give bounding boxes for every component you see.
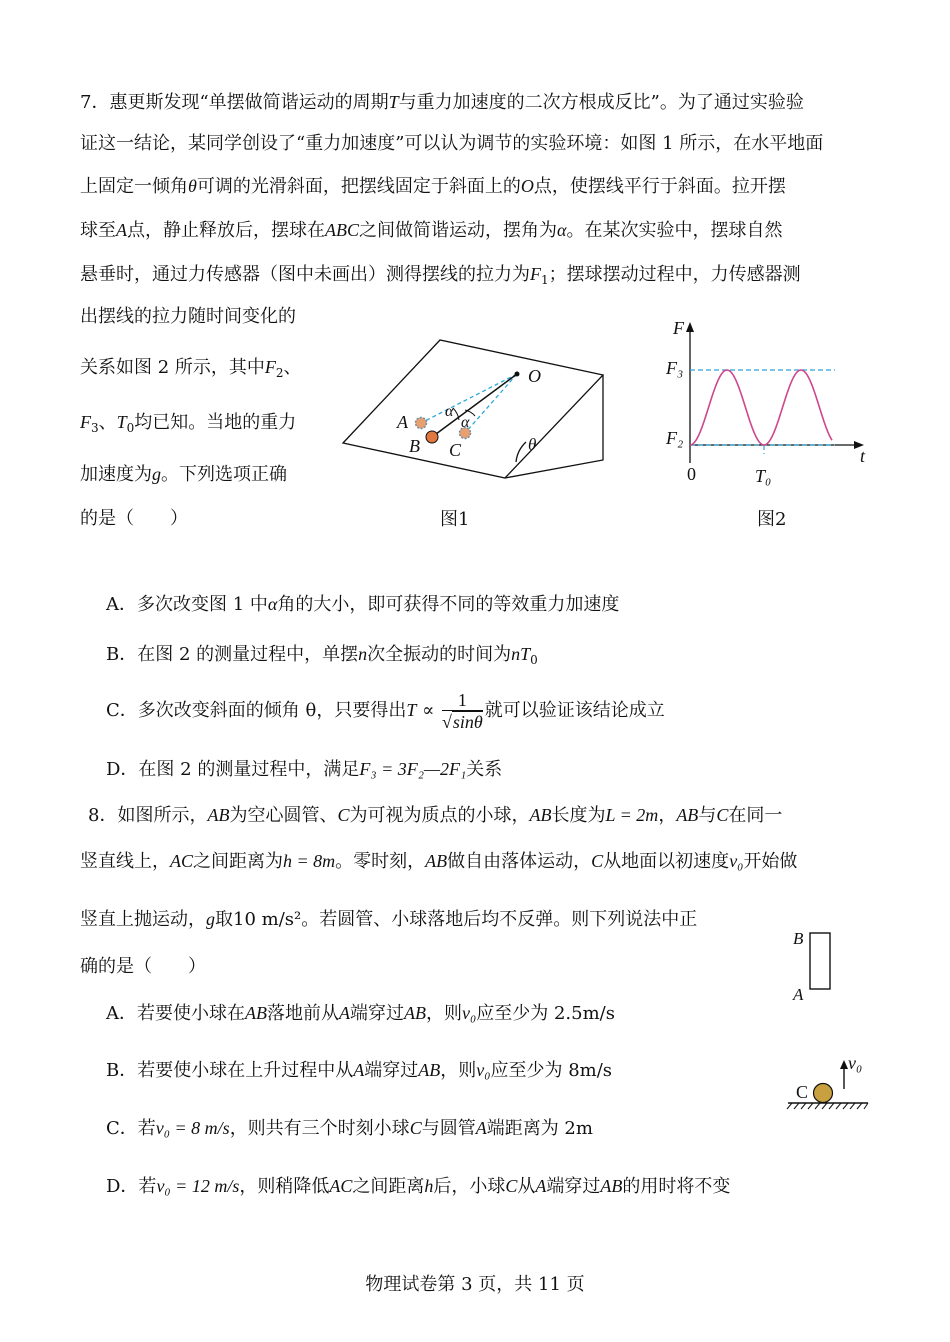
q7-line-3: 上固定一倾角θ可调的光滑斜面，把摆线固定于斜面上的O点，使摆线平行于斜面。拉开摆 [80,176,786,197]
fig1-label-theta: θ [528,435,537,454]
q7-option-c-fraction: $\frac{1}{√\sin\theta}$ [442,689,483,732]
q7-line-2: 证这一结论，某同学创设了“重力加速度”可以认为调节的实验环境：如图 1 所示，在水平地面 [80,133,824,154]
q7-line-1: 7．惠更斯发现“单摆做简谐运动的周期T与重力加速度的二次方根成反比”。为了通过实验验 [80,92,804,113]
fig2-label-F: F [673,318,684,338]
fig3-label-v0: v₀ [848,1053,863,1073]
q7-line-8: $F_3$、$T_0$均已知。当地的重力 [80,412,297,435]
q7-option-a: A．多次改变图 1 中α角的大小，即可获得不同的等效重力加速度 [106,594,620,615]
fig2-curve [690,370,832,445]
fig2-label-t: t [860,446,866,466]
figure-2-caption: 图2 [757,509,787,530]
q7-option-d: D．在图 2 的测量过程中，满足F₃ = 3F₂—2F₁关系 [106,759,503,780]
page-footer: 物理试卷第 3 页，共 11 页 [365,1274,585,1295]
figure-1-incline [335,330,610,480]
q8-option-c: C．若v₀ = 8 m/s，则共有三个时刻小球C与圆管A端距离为 2m [106,1118,593,1139]
figure-2-graph [660,318,880,498]
q7-option-b: B．在图 2 的测量过程中，单摆n次全振动的时间为$nT_0$ [106,644,538,667]
fig2-label-F3: F₃ [666,358,684,378]
figure-q8-tube [788,925,848,1005]
fig1-label-O: O [528,366,541,386]
q7-line-10: 的是（ ） [80,508,188,529]
fig1-label-B: B [409,436,420,456]
fig1-label-C: C [449,440,462,460]
fig1-label-alpha-1: α [445,403,454,420]
fig2-label-F2: F₂ [666,428,684,448]
fig1-label-alpha-2: α [461,414,470,431]
q8-line-2: 竖直线上，AC之间距离为h = 8m。零时刻，AB做自由落体运动，C从地面以初速度v₀开始做 [80,851,798,872]
q8-option-a: A．若要使小球在AB落地前从A端穿过AB，则v₀应至少为 2.5m/s [106,1003,615,1024]
q8-line-3: 竖直上抛运动，g取10 m/s²。若圆管、小球落地后均不反弹。则下列说法中正 [80,909,698,930]
q7-option-c: C．多次改变斜面的倾角 θ，只要得出T ∝ $\frac{1}{√\sin\theta}$ 就可以验证该结论成立 [106,689,665,732]
fig3-label-B: B [793,929,804,948]
fig3-label-A: A [793,985,804,1004]
q7-line-9: 加速度为g。下列选项正确 [80,464,287,485]
q7-line-4: 球至A点，静止释放后，摆球在ABC之间做简谐运动，摆角为α。在某次实验中，摆球自然 [80,220,783,241]
fig2-label-0: 0 [687,464,696,484]
q8-line-4: 确的是（ ） [80,956,206,977]
q8-option-b: B．若要使小球在上升过程中从A端穿过AB，则v₀应至少为 8m/s [106,1060,613,1081]
q7-line-5: 悬垂时，通过力传感器（图中未画出）测得摆线的拉力为$F_1$；摆球摆动过程中，力传感器测 [80,264,801,287]
q8-line-1: 8．如图所示，AB为空心圆管、C为可视为质点的小球，AB长度为L = 2m，AB与C在同一 [88,805,783,826]
q8-option-d: D．若v₀ = 12 m/s，则稍降低AC之间距离h后，小球C从A端穿过AB的用时将不变 [106,1176,731,1197]
figure-1-caption: 图1 [440,509,470,530]
q7-line-6: 出摆线的拉力随时间变化的 [80,306,296,327]
q7-line-7: 关系如图 2 所示，其中$F_2$、 [80,357,302,380]
figure-q8-ball [780,1045,880,1115]
fig2-label-T0: T₀ [755,466,772,486]
fig3-label-C: C [796,1082,809,1102]
fig1-label-A: A [397,412,408,432]
